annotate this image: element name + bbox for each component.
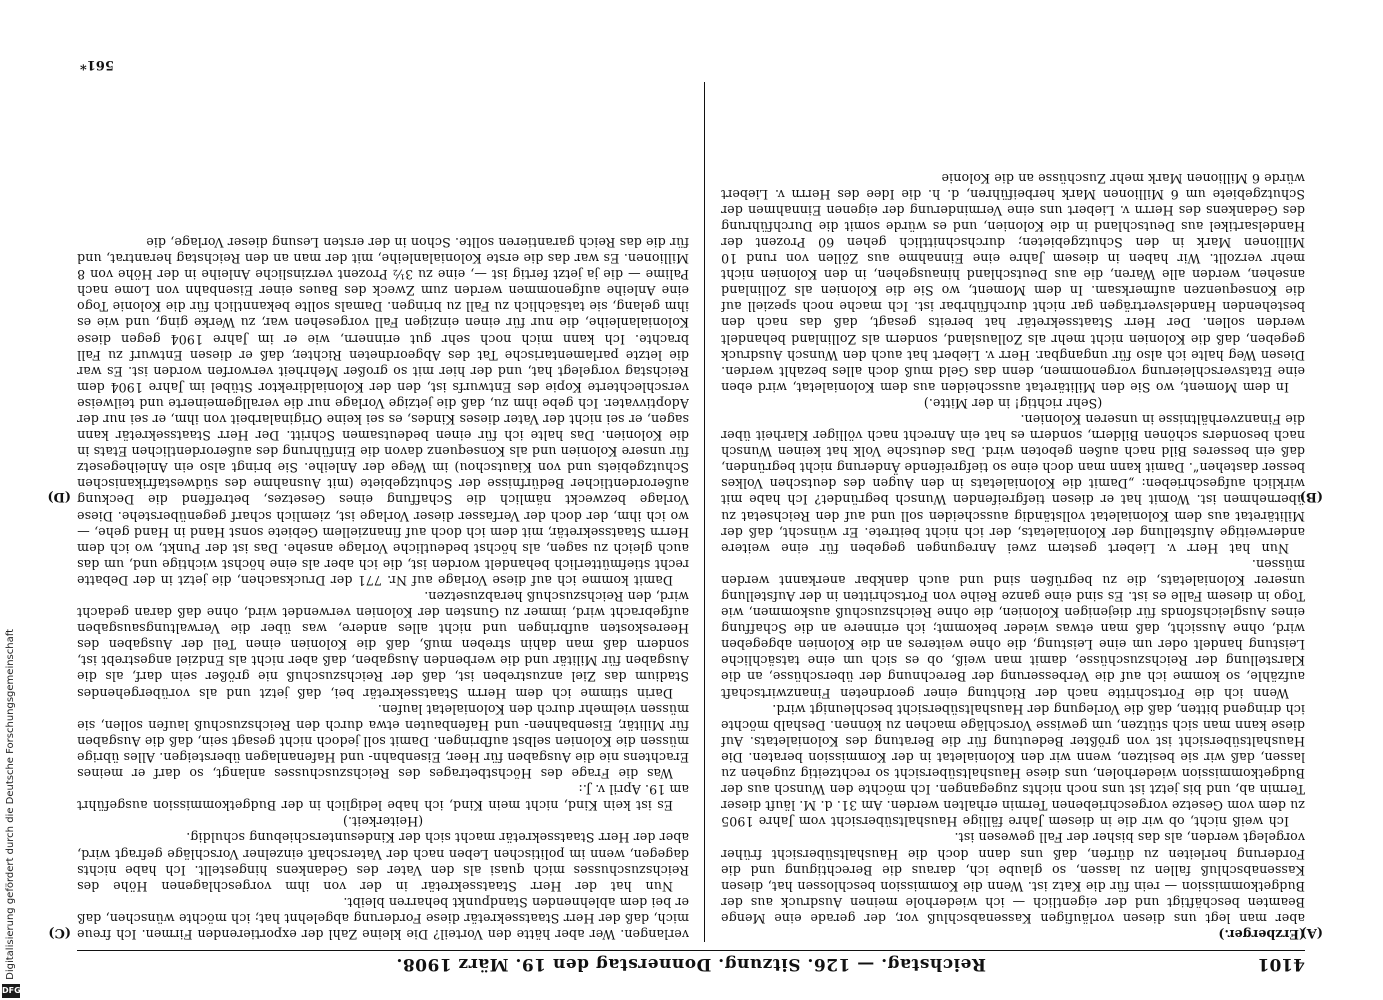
paragraph: Es ist kein Kind, nicht mein Kind, ich habe lediglich in der Budgetkommission ausgeführt am 19. April v. J.: [77, 782, 689, 814]
sheet-signature: 561* [80, 57, 114, 72]
digitization-sidebar [0, 0, 24, 1000]
header-rule [77, 950, 1305, 951]
margin-marker-b: (B) [1299, 489, 1323, 504]
margin-marker-d: (D) [47, 489, 71, 504]
interjection: (Heiterkeit.) [342, 814, 424, 830]
running-header [77, 950, 1305, 980]
paragraph: verlangen. Wer aber hätte den Vorteil? Die kleine Zahl der exportierenden Firmen. Ich freue mich, daß der Herr Staatssekretär diese Forderung abgelehnt hat; ich möchte wünschen, daß er bei dem ablehnenden Standpunkt beharren bleibt. [77, 894, 689, 942]
paragraph: Damit komme ich auf diese Vorlage auf Nr. 771 der Drucksachen, die jetzt in der Debatte recht stiefmütterlich behandelt worden ist, die ich aber als eine höchst wichtige und, um das auch gleich zu sagen, als höchst bedeutliche Vorlage ansehe. Das ist der Punkt, wo ich dem Herrn Staatssekretär, mit dem ich doch auf finanziellem Gebiete sonst Hand in Hand gehe, — wo ich ihm, der doch der Verfasser dieser Vorlage ist, ziemlich scharf gegenüberstehe. Diese Vorlage bezweckt nämlich die Schaffung eines Gesetzes, betreffend die Deckung außerordentlicher Bedürfnisse der Schutzgebiete (mit Ausnahme des südwestafrikanischen Schutzgebiets und von Kiautschou) im Wege der Anleihe. Sie bringt also ein Anleihegesetz für unsere Kolonien und als Konsequenz davon die Einführung des außerordentlichen Etats in die Kolonien. Das halte ich für einen bedeutsamen Schritt. Der Herr Staatssekretär kann sagen, er sei nicht der Vater dieses Kindes, es sei keine Originalarbeit von ihm, er sei nur der Adoptivvater. Ich gebe ihm zu, daß die jetzige Vorlage nur die verallgemeinerte und teilweise verschlechterte Kopie des Entwurfs ist, den der Kolonialdirektor Stübel im Jahre 1904 dem Reichstag vorgelegt hat, und der hier mit so großer Mehrheit verworfen worden ist. Es war die letzte parlamentarische Tat des Abgeordneten Richter, daß er diesen Entwurf zu Fall brachte. Ich kann mich noch sehr gut erinnern, wie er im Jahre 1904 gegen diese Kolonialanleihe, die nur für einen einzigen Fall vorgesehen war, zu Werke ging, und wie es ihm gelang, sie tatsächlich zu Fall zu bringen. Damals sollte bekanntlich für die Kolonie Togo eine Anleihe aufgenommen werden zum Zweck des Baues einer Eisenbahn von Lome nach Palime — die ja jetzt fertig ist —, eine zu 3½ Prozent verzinsliche Anleihe in der Höhe von 8 Millionen. Es war das die erste Kolonialanleihe, mit der man an den Reichstag herantrat, und für die das Reich garantieren sollte. Schon in der ersten Lesung dieser Vorlage, die [77, 234, 689, 588]
header-title: Reichstag. — 126. Sitzung. Donnerstag den 19. März 1908. [395, 954, 987, 974]
right-column [77, 82, 689, 942]
paragraph: Nun hat der Herr Staatssekretär in der von ihm vorgeschlagenen Höhe des Reichszuschusses mich quasi als den Vater des Gedankens hingestellt. Ich habe nichts dagegen, wenn im politischen Leben nach der Vaterschaft einzelner Vorschläge gefragt wird, aber der Herr Staatssekretär macht sich der Kindesunterschiebung schuldig. [77, 830, 689, 894]
page-number: 4101 [1257, 954, 1305, 974]
dfg-logo: DFG [2, 984, 20, 998]
speaker-label: (Erzberger.) [1218, 927, 1305, 942]
paragraph: In dem Moment, wo Sie den Militäretat ausscheiden aus dem Kolonialetat, wird eben eine Etatsverschleierung vorgenommen, denn das Geld muß doch alles bezahlt werden. Diesen Weg halte ich also für ungangbar. Herr v. Liebert hat auch den Wunsch Ausdruck gegeben, daß die Kolonien nicht mehr als Zollausland, sondern als Zollinland behandelt werden sollen. Der Herr Staatssekretär hat bereits gesagt, daß das nach den bestehenden Handelsverträgen gar nicht durchführbar ist. Ich mache noch speziell auf die Konsequenzen aufmerksam. In dem Moment, wo Sie die Kolonien als Zollinland ansehen, werden alle Waren, die aus Deutschland hinausgehen, in den Kolonien nicht mehr verzollt. Wir haben in diesem Jahre eine Einnahme aus Zöllen von rund 10 Millionen Mark in den Schutzgebieten; durchschnittlich gehen 60 Prozent der Handelsartikel aus Deutschland in die Kolonien, und es würde somit die Durchführung des Gedankens des Herrn v. Liebert uns eine Verminderung der eigenen Einnahmen der Schutzgebiete um 6 Millionen Mark herbeiführen, d. h. die Idee des Herrn v. Liebert würde 6 Millionen Mark mehr Zuschüsse an die Kolonie [721, 170, 1305, 395]
interjection: (Sehr richtig! in der Mitte.) [923, 395, 1103, 411]
digitization-caption: Digitalisierung gefördert durch die Deutsche Forschungsgemeinschaft [5, 629, 16, 980]
paragraph: Wenn ich die Fortschritte nach der Richtung einer geordneten Finanzwirtschaft aufzähle, so komme ich auf die Verbesserung der Berechnung der überschüsse, an die Klarstellung der Reichszuschüsse, damit man weiß, ob es sich um eine tatsächliche Leistung handelt oder um eine Leistung, die ohne weiteres an die Kolonien abgegeben wird, ohne Aussicht, daß man etwas wieder bekommt; ich erinnere an die Schaffung eines Ausgleichsfonds für diejenigen Kolonien, die ohne Reichszuschuß auskommen, wie Togo in diesem Falle es ist. Es sind eine ganze Reihe von Fortschritten in der Aufstellung unserer Kolonialetats, die zu begrüßen sind und auch dankbar anerkannt werden müssen. [721, 556, 1305, 701]
column-divider [704, 82, 705, 942]
margin-marker-c: (C) [48, 925, 71, 940]
quoted-paragraph: Was die Frage des Höchstbetrages des Reichszuschusses anlangt, so darf er meines Erachtens nie die Ausgaben für Heer, Eisenbahn- und Hafenanlagen übersteigen. Alles übrige müssen die Kolonien selbst aufbringen. Damit soll jedoch nicht gesagt sein, daß die Ausgaben für Militär, Eisenbahnen- und Hafenbauten etwa durch den Reichszuschuß laufen sollen, sie müssen vielmehr durch den Kolonialetat laufen. [77, 701, 689, 782]
margin-marker-a: (A) [1300, 925, 1323, 940]
paragraph: Darin stimme ich dem Herrn Staatssekretär bei, daß jetzt und als vorübergehendes Stadium das Ziel anzustreben ist, daß der Reichszuschuß nie größer sein darf, als die Ausgaben für Militär und die werbenden Ausgaben, daß aber nicht als Endziel angestrebt ist, sondern daß man dahin streben muß, daß die Kolonien einen Teil der Ausgaben des Heereskosten aufbringen und nicht alles andere, was über die Verwaltungsausgaben aufgebracht wird, immer zu Gunsten der Kolonien verwendet wird, ohne daß daran gedacht wird, den Reichszuschuß herabzusetzen. [77, 589, 689, 701]
paragraph: Nun hat Herr v. Liebert gestern zwei Anregungen gegeben für eine weitere anderweitige Aufstellung der Kolonialetats, der ich nicht beitrete. Er wünscht, daß der Militäretat aus dem Kolonialetat vollständig ausscheiden soll und auf den Reichsetat zu übernehmen ist. Womit hat er diesen tiefgreifenden Wunsch begründet? Ich habe mit wirklich aufgeschrieben: „Damit die Kolonialetats in den Augen des deutschen Volkes besser dastehen“. Damit kann man doch eine so tiefgreifende Änderung nicht begründen, daß ein besseres Bild nach außen geboten wird. Das deutsche Volk hat keinen Wunsch nach besonders schönen Bildern, sondern es hat ein Anrecht nach völliger Klarheit über die Finanzverhältnisse in unseren Kolonien. [721, 412, 1305, 556]
paragraph: aber man legt uns diesen vorläufigen Kassenabschluß vor, der gerade eine Menge Beamten beschäftigt und der eigentlich — ich wiederhole meinen Ausdruck aus der Budgetkommission — rein für die Katz ist. Wenn die Kommission beschlossen hat, diesen Kassenabschluß fallen zu lassen, so glaube ich, daraus die Berechtigung und die Forderung herleiten zu dürfen, daß uns dann doch die Haushaltsübersicht früher vorgelegt werden, als das bisher der Fall gewesen ist. [721, 830, 1305, 926]
paragraph: Ich weiß nicht, ob wir die in diesem Jahre fällige Haushaltsübersicht vom Jahre 1905 zu dem vom Gesetze vorgeschriebenen Termin erhalten werden. Am 31. d. M. läuft dieser Termin ab, und bis jetzt ist uns noch nichts zugegangen. Ich möchte den Wunsch aus der Budgetkommission wiederholen, uns diese Haushaltsübersicht so rechtzeitig zugehen zu lassen, daß wir sie besitzen, wenn wir den Kolonialetat in der Kommission beraten. Die Haushaltsübersicht ist von größter Bedeutung für die Beratung des Kolonialetats. Auf diese kann man sich stützen, um gewisse Vorschläge machen zu können. Deshalb möchte ich dringend bitten, daß die Vorlegung der Haushaltsübersicht beschleunigt wird. [721, 701, 1305, 830]
left-column [721, 82, 1305, 942]
